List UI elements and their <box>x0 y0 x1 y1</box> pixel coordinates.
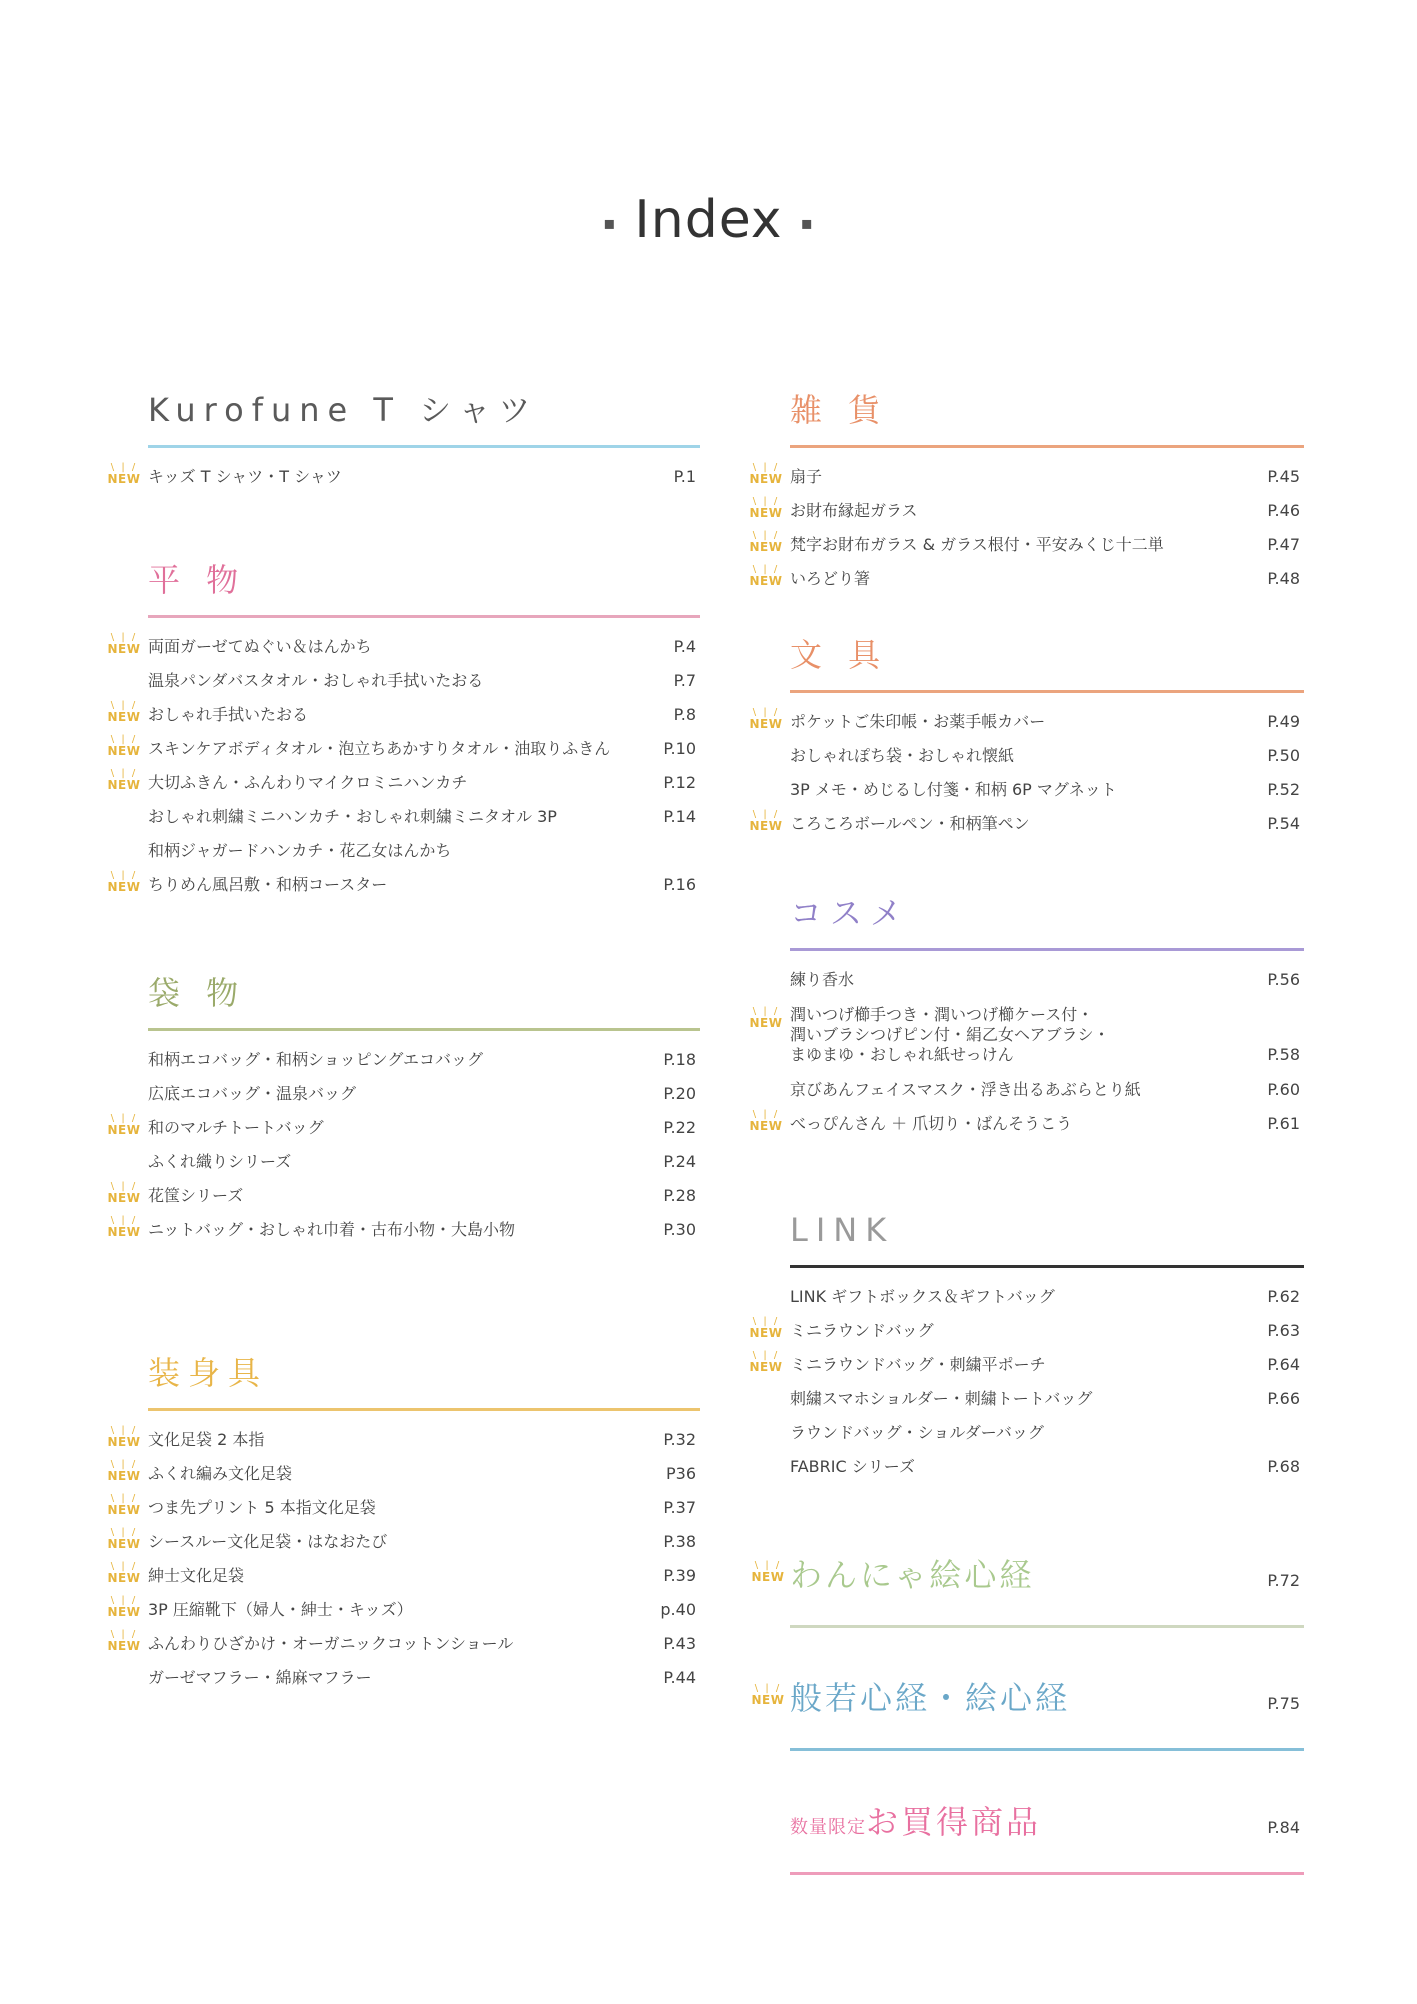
new-burst-icon: \ | / <box>752 1006 780 1017</box>
section-heading: 雑 貨 <box>790 391 889 429</box>
page-number: P.46 <box>1267 501 1300 520</box>
new-badge-text: NEW <box>749 506 783 520</box>
page-number: P.49 <box>1267 712 1300 731</box>
new-burst-icon: \ | / <box>752 809 780 820</box>
feature-title <box>790 1803 1041 1841</box>
feature-row <box>790 1792 1304 1852</box>
item-label: LINK ギフトボックス＆ギフトバッグ <box>790 1287 1055 1306</box>
new-burst-icon: \ | / <box>110 768 138 779</box>
page-number: P.45 <box>1267 467 1300 486</box>
item-label: 3P メモ・めじるし付箋・和柄 6P マグネット <box>790 780 1117 799</box>
section-heading: 装身具 <box>148 1354 269 1392</box>
new-badge <box>106 1114 142 1144</box>
new-burst-icon: \ | / <box>752 530 780 541</box>
section-rule <box>148 445 700 448</box>
new-badge-text: NEW <box>107 1571 141 1585</box>
list-item[interactable] <box>148 800 700 834</box>
new-badge-text: NEW <box>107 880 141 894</box>
list-item[interactable] <box>749 494 1304 528</box>
list-item[interactable] <box>107 698 700 732</box>
page-number: P.18 <box>663 1050 696 1069</box>
page-number: P36 <box>665 1464 696 1483</box>
new-badge <box>106 463 142 493</box>
list-item[interactable] <box>148 1145 700 1179</box>
item-label: ちりめん風呂敷・和柄コースター <box>148 875 388 894</box>
item-label: 花筺シリーズ <box>148 1186 244 1205</box>
page-number: P.8 <box>673 705 696 724</box>
item-label: ふくれ編み文化足袋 <box>148 1464 293 1483</box>
list-item[interactable] <box>749 1348 1304 1382</box>
list-item[interactable] <box>749 807 1304 841</box>
title-ornament-right: ▪ <box>800 212 814 234</box>
section-right-1 <box>749 630 1304 841</box>
list-item[interactable] <box>749 528 1304 562</box>
new-badge-text: NEW <box>749 574 783 588</box>
new-badge-text: NEW <box>749 1326 783 1340</box>
new-burst-icon: \ | / <box>110 1493 138 1504</box>
new-badge <box>748 463 784 493</box>
page-number: P.64 <box>1267 1355 1300 1374</box>
new-badge-text: NEW <box>107 1435 141 1449</box>
page-number: P.7 <box>673 671 696 690</box>
new-badge-text: NEW <box>751 1570 785 1584</box>
list-item[interactable] <box>107 1525 700 1559</box>
item-label: 両面ガーゼてぬぐい＆はんかち <box>148 637 372 656</box>
new-burst-icon: \ | / <box>110 1595 138 1606</box>
list-item[interactable] <box>790 1382 1304 1416</box>
page-number: P.14 <box>663 807 696 826</box>
item-label: 扇子 <box>790 467 823 486</box>
new-burst-icon: \ | / <box>110 700 138 711</box>
new-badge <box>106 735 142 765</box>
section-right-0 <box>749 385 1304 596</box>
item-label: ラウンドバッグ・ショルダーバッグ <box>790 1423 1044 1442</box>
new-badge <box>106 1216 142 1246</box>
item-label: キッズ T シャツ・T シャツ <box>148 467 342 486</box>
new-badge-text: NEW <box>107 710 141 724</box>
new-burst-icon: \ | / <box>754 1560 782 1571</box>
feature-title <box>790 1679 1070 1717</box>
list-item[interactable] <box>749 460 1304 494</box>
page-number: P.43 <box>663 1634 696 1653</box>
section-left-0 <box>107 385 700 494</box>
section-heading: LINK <box>790 1211 895 1249</box>
new-badge <box>106 1596 142 1626</box>
item-label: ふんわりひざかけ・オーガニックコットンショール <box>148 1634 514 1653</box>
section-rule <box>148 1408 700 1411</box>
item-label: スキンケアボディタオル・泡立ちあかすりタオル・油取りふきん <box>148 739 611 758</box>
item-label: ガーゼマフラー・綿麻マフラー <box>148 1668 372 1687</box>
list-item[interactable] <box>749 1107 1304 1141</box>
new-badge <box>750 1561 786 1591</box>
new-badge-text: NEW <box>749 819 783 833</box>
item-label: おしゃれ刺繍ミニハンカチ・おしゃれ刺繍ミニタオル 3P <box>148 807 557 826</box>
new-burst-icon: \ | / <box>754 1683 782 1694</box>
new-burst-icon: \ | / <box>752 496 780 507</box>
item-label: 刺繍スマホショルダー・刺繍トートバッグ <box>790 1389 1093 1408</box>
new-badge <box>748 531 784 561</box>
list-item[interactable] <box>749 997 1304 1073</box>
item-label: 京びあんフェイスマスク・浮き出るあぶらとり紙 <box>790 1080 1141 1099</box>
list-item[interactable] <box>107 1213 700 1247</box>
new-badge <box>106 1562 142 1592</box>
list-item[interactable] <box>107 732 700 766</box>
new-burst-icon: \ | / <box>752 564 780 575</box>
item-label: 広底エコバッグ・温泉バッグ <box>148 1084 357 1103</box>
list-item[interactable] <box>107 1111 700 1145</box>
section-rule <box>790 948 1304 951</box>
item-label: 3P 圧縮靴下（婦人・紳士・キッズ） <box>148 1600 413 1619</box>
page-number: p.40 <box>660 1600 696 1619</box>
new-badge-text: NEW <box>749 472 783 486</box>
new-burst-icon: \ | / <box>110 1215 138 1226</box>
section-left-1 <box>107 555 700 902</box>
page-number: P.10 <box>663 739 696 758</box>
list-item[interactable] <box>148 664 700 698</box>
new-badge <box>106 633 142 663</box>
item-label: シースルー文化足袋・はなおたび <box>148 1532 388 1551</box>
new-badge-text: NEW <box>107 472 141 486</box>
list-item[interactable] <box>749 562 1304 596</box>
page-number: P.24 <box>663 1152 696 1171</box>
new-burst-icon: \ | / <box>752 1350 780 1361</box>
new-badge <box>106 1630 142 1660</box>
new-burst-icon: \ | / <box>110 1425 138 1436</box>
new-badge-text: NEW <box>107 1191 141 1205</box>
new-burst-icon: \ | / <box>110 1459 138 1470</box>
new-badge-text: NEW <box>751 1693 785 1707</box>
list-item[interactable] <box>148 1661 700 1695</box>
new-burst-icon: \ | / <box>110 1181 138 1192</box>
item-label: お財布縁起ガラス <box>790 501 918 520</box>
list-item[interactable] <box>790 1280 1304 1314</box>
list-item[interactable] <box>107 1593 700 1627</box>
page-number: P.66 <box>1267 1389 1300 1408</box>
page-number: P.56 <box>1267 970 1300 989</box>
feature-section-1[interactable] <box>751 1668 1304 1751</box>
page-number: P.54 <box>1267 814 1300 833</box>
list-item[interactable] <box>148 1043 700 1077</box>
list-item[interactable] <box>107 1559 700 1593</box>
list-item[interactable] <box>148 1077 700 1111</box>
item-label: つま先プリント 5 本指文化足袋 <box>148 1498 376 1517</box>
feature-title-text: わんにゃ絵心経 <box>790 1556 1035 1594</box>
page-number: P.20 <box>663 1084 696 1103</box>
section-left-2 <box>107 968 700 1247</box>
item-label: べっぴんさん ＋ 爪切り・ばんそうこう <box>790 1114 1073 1133</box>
new-badge-text: NEW <box>107 1469 141 1483</box>
section-rule <box>148 1028 700 1031</box>
page-number: P.32 <box>663 1430 696 1449</box>
feature-rule <box>790 1872 1304 1875</box>
new-badge <box>106 1528 142 1558</box>
page-number: P.61 <box>1267 1114 1300 1133</box>
page-number: P.63 <box>1267 1321 1300 1340</box>
item-label: いろどり箸 <box>790 569 871 588</box>
page-number: P.58 <box>1267 1045 1300 1064</box>
new-burst-icon: \ | / <box>110 1527 138 1538</box>
new-badge-text: NEW <box>749 1119 783 1133</box>
section-rule <box>790 445 1304 448</box>
item-label: 文化足袋 2 本指 <box>148 1430 265 1449</box>
new-badge <box>106 1494 142 1524</box>
page-number: P.52 <box>1267 780 1300 799</box>
feature-title-text: お買得商品 <box>866 1803 1042 1841</box>
list-item[interactable] <box>107 1423 700 1457</box>
new-badge-text: NEW <box>749 1360 783 1374</box>
new-badge <box>106 871 142 901</box>
new-burst-icon: \ | / <box>752 1316 780 1327</box>
item-label: おしゃれぽち袋・おしゃれ懐紙 <box>790 746 1015 765</box>
new-badge <box>748 565 784 595</box>
list-item[interactable] <box>107 766 700 800</box>
page-number: P.1 <box>673 467 696 486</box>
page-number: P.50 <box>1267 746 1300 765</box>
feature-row <box>751 1545 1304 1605</box>
feature-title <box>790 1556 1034 1594</box>
new-badge-text: NEW <box>107 1537 141 1551</box>
new-badge <box>750 1684 786 1714</box>
new-badge <box>106 1182 142 1212</box>
page-number: P.37 <box>663 1498 696 1517</box>
list-item[interactable] <box>790 1073 1304 1107</box>
item-label: ふくれ織りシリーズ <box>148 1152 292 1171</box>
section-left-3 <box>107 1348 700 1695</box>
new-badge <box>748 1317 784 1347</box>
section-rule <box>148 615 700 618</box>
new-burst-icon: \ | / <box>752 707 780 718</box>
item-label: 紳士文化足袋 <box>148 1566 245 1585</box>
section-heading: Kurofune T シャツ <box>148 391 539 429</box>
page-number: P.22 <box>663 1118 696 1137</box>
page-number: P.44 <box>663 1668 696 1687</box>
list-item[interactable] <box>107 1457 700 1491</box>
new-burst-icon: \ | / <box>110 870 138 881</box>
item-label: 和柄エコバッグ・和柄ショッピングエコバッグ <box>148 1050 484 1069</box>
item-label: ころころボールペン・和柄筆ペン <box>790 814 1030 833</box>
list-item[interactable] <box>107 460 700 494</box>
page-number: P.62 <box>1267 1287 1300 1306</box>
feature-prefix: 数量限定 <box>790 1817 866 1838</box>
page-number: P.68 <box>1267 1457 1300 1476</box>
page-number: P.16 <box>663 875 696 894</box>
section-right-2 <box>749 888 1304 1141</box>
list-item[interactable] <box>790 1450 1304 1484</box>
title-text: Index <box>634 190 783 250</box>
new-badge <box>748 1351 784 1381</box>
new-burst-icon: \ | / <box>752 1109 780 1120</box>
new-badge-text: NEW <box>107 642 141 656</box>
section-heading: 文 具 <box>790 636 889 674</box>
new-badge-text: NEW <box>107 1225 141 1239</box>
item-label: ポケットご朱印帳・お薬手帳カバー <box>790 712 1046 731</box>
list-item[interactable] <box>790 739 1304 773</box>
new-burst-icon: \ | / <box>110 1561 138 1572</box>
page-number: P.12 <box>663 773 696 792</box>
feature-section-2[interactable] <box>790 1792 1304 1875</box>
page-title <box>0 190 1417 250</box>
item-label: 潤いつげ櫛手つき・潤いつげ櫛ケース付・ 潤いブラシつげピン付・絹乙女ヘアブラシ・ まゆまゆ・おしゃれ紙せっけん <box>790 1005 1110 1064</box>
new-badge-text: NEW <box>107 744 141 758</box>
page-number: P.75 <box>1267 1694 1300 1713</box>
list-item[interactable] <box>107 1627 700 1661</box>
new-badge <box>748 708 784 738</box>
list-item[interactable] <box>790 1416 1304 1450</box>
list-item[interactable] <box>107 1179 700 1213</box>
feature-title-text: 般若心経・絵心経 <box>790 1679 1071 1717</box>
new-badge-text: NEW <box>107 1503 141 1517</box>
new-badge <box>748 497 784 527</box>
list-item[interactable] <box>107 630 700 664</box>
new-badge <box>748 1110 784 1140</box>
item-label: ニットバッグ・おしゃれ巾着・古布小物・大島小物 <box>148 1220 516 1239</box>
item-label: 温泉パンダバスタオル・おしゃれ手拭いたおる <box>148 671 484 690</box>
new-badge-text: NEW <box>107 1123 141 1137</box>
new-badge-text: NEW <box>749 717 783 731</box>
page-number: P.48 <box>1267 569 1300 588</box>
item-label: 和柄ジャガードハンカチ・花乙女はんかち <box>148 841 452 860</box>
list-item[interactable] <box>749 1314 1304 1348</box>
page-number: P.38 <box>663 1532 696 1551</box>
title-ornament-left: ▪ <box>603 212 617 234</box>
page-number: P.84 <box>1267 1818 1300 1837</box>
section-rule <box>790 1265 1304 1268</box>
item-label: 和のマルチトートバッグ <box>148 1118 324 1137</box>
feature-section-0[interactable] <box>751 1545 1304 1628</box>
feature-rule <box>790 1625 1304 1628</box>
section-heading: コスメ <box>790 894 911 932</box>
page-number: P.47 <box>1267 535 1300 554</box>
new-burst-icon: \ | / <box>110 632 138 643</box>
list-item[interactable] <box>790 963 1304 997</box>
new-badge <box>748 1007 784 1037</box>
list-item[interactable] <box>107 1491 700 1525</box>
new-burst-icon: \ | / <box>110 462 138 473</box>
list-item[interactable] <box>148 834 700 868</box>
item-label: おしゃれ手拭いたおる <box>148 705 309 724</box>
new-badge-text: NEW <box>107 778 141 792</box>
new-badge <box>106 769 142 799</box>
page-number: P.39 <box>663 1566 696 1585</box>
item-label: 大切ふきん・ふんわりマイクロミニハンカチ <box>148 773 468 792</box>
new-burst-icon: \ | / <box>110 1629 138 1640</box>
section-heading: 袋 物 <box>148 974 247 1012</box>
new-burst-icon: \ | / <box>110 1113 138 1124</box>
new-badge-text: NEW <box>107 1639 141 1653</box>
new-burst-icon: \ | / <box>110 734 138 745</box>
item-label: ミニラウンドバッグ <box>790 1321 934 1340</box>
item-label: FABRIC シリーズ <box>790 1457 915 1476</box>
list-item[interactable] <box>790 773 1304 807</box>
list-item[interactable] <box>749 705 1304 739</box>
section-right-3 <box>749 1205 1304 1484</box>
new-badge <box>106 1426 142 1456</box>
new-badge-text: NEW <box>749 540 783 554</box>
new-badge <box>106 1460 142 1490</box>
page-number: P.30 <box>663 1220 696 1239</box>
feature-row <box>751 1668 1304 1728</box>
new-burst-icon: \ | / <box>752 462 780 473</box>
feature-rule <box>790 1748 1304 1751</box>
page-number: P.28 <box>663 1186 696 1205</box>
new-badge-text: NEW <box>107 1605 141 1619</box>
new-badge-text: NEW <box>749 1016 783 1030</box>
new-badge <box>748 810 784 840</box>
page-number: P.72 <box>1267 1571 1300 1590</box>
list-item[interactable] <box>107 868 700 902</box>
page-number: P.60 <box>1267 1080 1300 1099</box>
page-number: P.4 <box>673 637 696 656</box>
section-rule <box>790 690 1304 693</box>
section-heading: 平 物 <box>148 561 247 599</box>
item-label: 梵字お財布ガラス & ガラス根付・平安みくじ十二単 <box>790 535 1164 554</box>
new-badge <box>106 701 142 731</box>
item-label: 練り香水 <box>790 970 855 989</box>
item-label: ミニラウンドバッグ・刺繍平ポーチ <box>790 1355 1046 1374</box>
